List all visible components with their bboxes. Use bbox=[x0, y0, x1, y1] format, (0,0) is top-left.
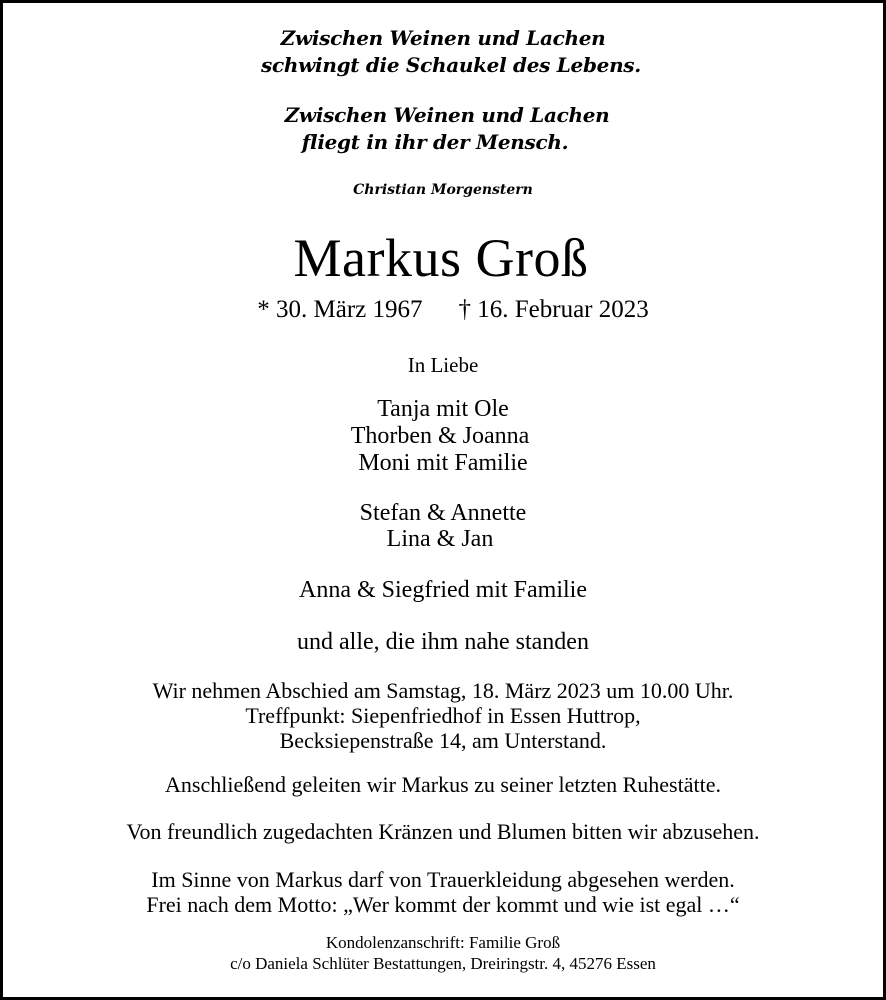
life-dates bbox=[10, 297, 886, 322]
mourner-line: Moni mit Familie bbox=[358, 450, 528, 476]
attire-motto: Frei nach dem Motto: „Wer kommt der kommt und wie ist egal …“ bbox=[146, 892, 740, 917]
service-meeting-point: Treffpunkt: Siepenfriedhof in Essen Huttrop, bbox=[245, 703, 641, 728]
attire-note: Im Sinne von Markus darf von Trauerkleidung abgesehen werden. bbox=[151, 867, 735, 892]
deceased-name: Markus Groß bbox=[293, 228, 589, 288]
mourner-line: Lina & Jan bbox=[386, 526, 494, 552]
flowers-note: Von freundlich zugedachten Kränzen und Blumen bitten wir abzusehen. bbox=[126, 819, 760, 844]
mourner-line: Stefan & Annette bbox=[359, 500, 527, 526]
mourner-line: Tanja mit Ole bbox=[377, 396, 509, 422]
poem-line-2: schwingt die Schaukel des Lebens. bbox=[261, 53, 641, 77]
burial-note: Anschließend geleiten wir Markus zu seiner letzten Ruhestätte. bbox=[165, 772, 721, 797]
mourner-line: Anna & Siegfried mit Familie bbox=[299, 577, 587, 603]
poem-line-3: Zwischen Weinen und Lachen bbox=[284, 103, 610, 127]
poem-line-4: fliegt in ihr der Mensch. bbox=[301, 130, 569, 154]
condolence-care-of: c/o Daniela Schlüter Bestattungen, Dreiringstr. 4, 45276 Essen bbox=[230, 954, 656, 973]
poem-line-1: Zwischen Weinen und Lachen bbox=[280, 26, 606, 50]
poem-author: Christian Morgenstern bbox=[353, 182, 533, 198]
mourners-intro: In Liebe bbox=[407, 353, 479, 377]
condolence-address: Kondolenzanschrift: Familie Groß bbox=[325, 933, 561, 952]
mourner-line: Thorben & Joanna bbox=[350, 423, 530, 449]
mourner-line: und alle, die ihm nahe standen bbox=[297, 629, 589, 655]
service-date: Wir nehmen Abschied am Samstag, 18. März 2023 um 10.00 Uhr. bbox=[152, 678, 734, 703]
birth-date: * 30. März 1967 bbox=[257, 296, 423, 323]
death-date: † 16. Februar 2023 bbox=[458, 296, 649, 323]
service-address: Becksiepenstraße 14, am Unterstand. bbox=[279, 728, 607, 753]
